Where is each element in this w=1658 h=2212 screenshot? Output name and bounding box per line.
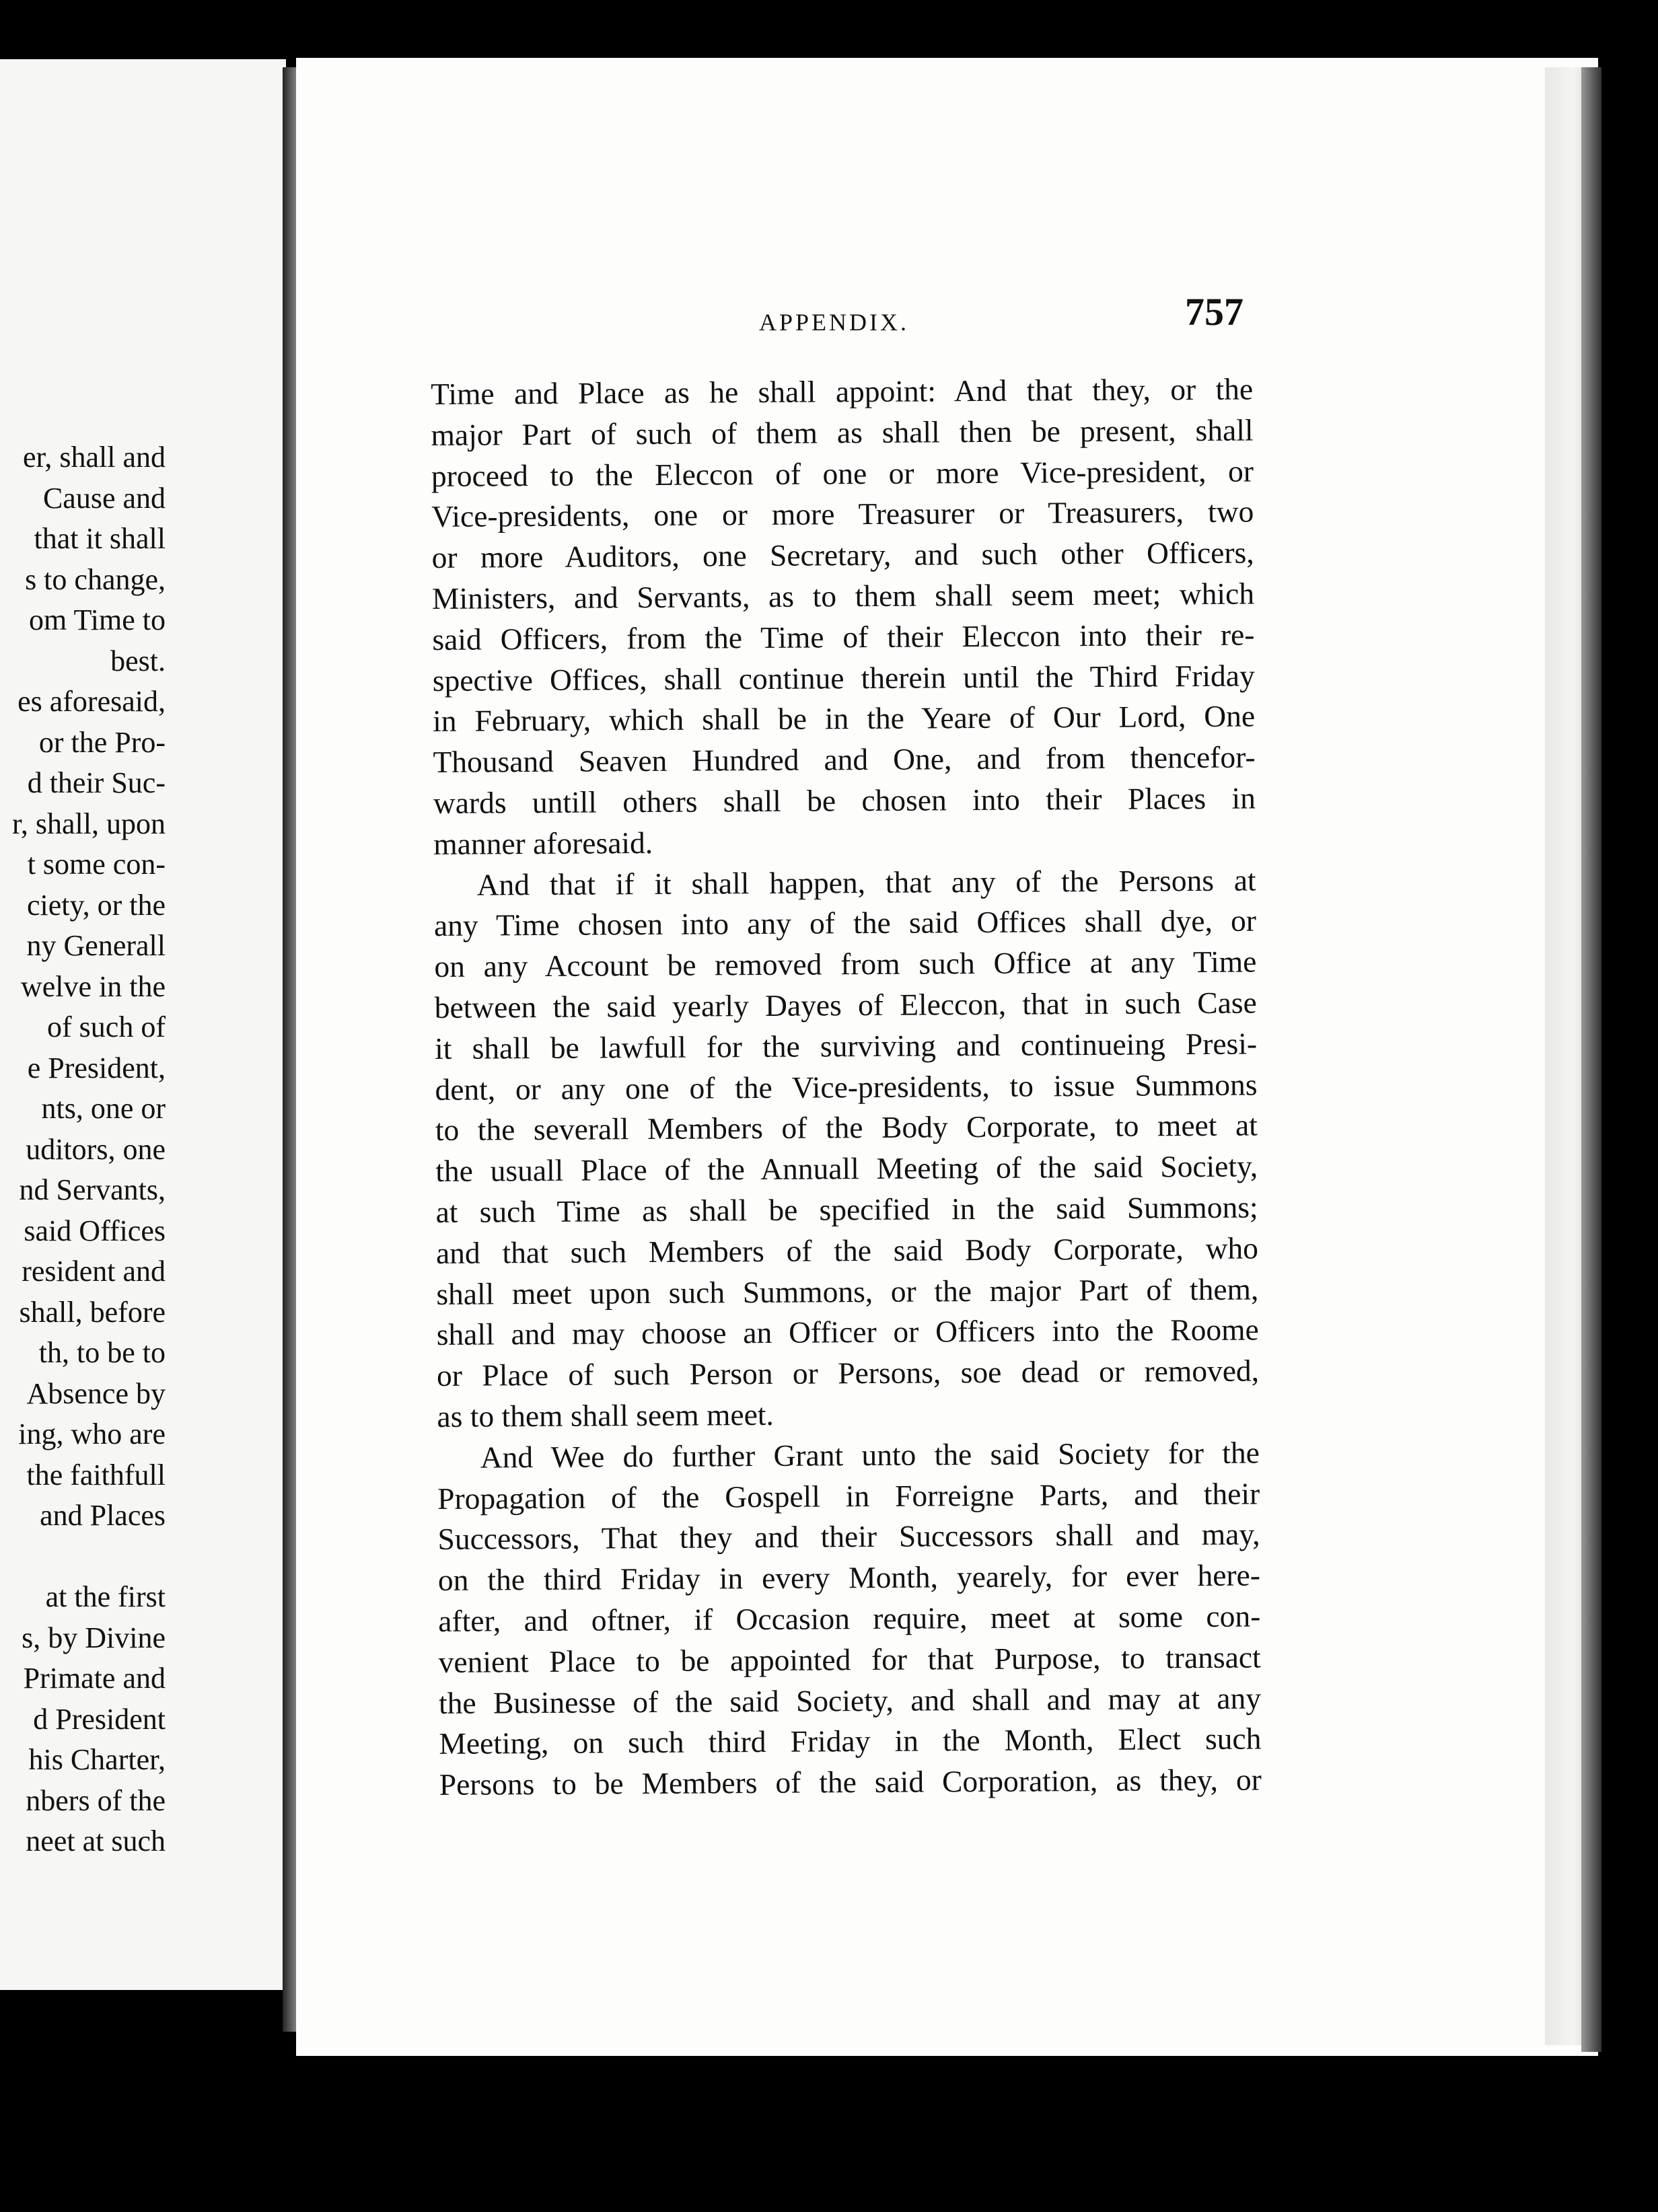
left-page-line: shall, before [19, 1295, 166, 1329]
text-line: shall meet upon such Summons, or the major Part of them, [436, 1271, 1259, 1311]
left-page-line: Absence by [26, 1376, 166, 1410]
paragraph [437, 1432, 1262, 1806]
left-page-line: and Places [40, 1499, 166, 1532]
text-line: And that if it shall happen, that any of the Persons at [476, 862, 1256, 902]
left-page-line: r, shall, upon [12, 807, 166, 840]
left-page-line: s to change, [25, 562, 166, 596]
left-page-line: that it shall [34, 522, 166, 555]
left-page-line: Cause and [42, 481, 166, 515]
text-line: dent, or any one of the Vice-presidents, to issue Summons [435, 1067, 1258, 1107]
text-line: Ministers, and Servants, as to them shall seem meet; which [431, 576, 1255, 616]
left-page-line: nd Servants, [19, 1173, 166, 1206]
text-line: Time and Place as he shall appoint: And that they, or the [431, 371, 1254, 411]
text-line: Thousand Seaven Hundred and One, and from thencefor- [433, 739, 1256, 780]
left-page-line: d their Suc- [27, 766, 166, 799]
left-page-line: th, to be to [38, 1336, 166, 1369]
body-text [431, 369, 1262, 1806]
page-shadow [1581, 67, 1601, 2052]
text-line: after, and oftner, if Occasion require, meet at some con- [438, 1598, 1261, 1638]
text-line: And Wee do further Grant unto the said Society for the [480, 1435, 1260, 1475]
text-line: on any Account be removed from such Office at any Time [434, 944, 1257, 984]
left-page-line: ciety, or the [26, 888, 166, 922]
left-page-line: ny Generall [26, 929, 166, 962]
left-page-line: ing, who are [18, 1417, 166, 1450]
text-line: the Businesse of the said Society, and shall and may at any [438, 1680, 1262, 1720]
text-line: spective Offices, shall continue therein until the Third Friday [432, 658, 1255, 698]
text-line: major Part of such of them as shall then be present, shall [431, 412, 1254, 452]
text-line: or more Auditors, one Secretary, and such other Officers, [431, 535, 1254, 575]
running-head: APPENDIX. [759, 309, 910, 336]
text-line: said Officers, from the Time of their Eleccon into their re- [432, 617, 1255, 657]
text-line: it shall be lawfull for the surviving and continueing Presi- [434, 1026, 1258, 1066]
text-line: to the severall Members of the Body Corporate, to meet at [435, 1107, 1258, 1148]
left-page-line: e President, [27, 1051, 166, 1084]
text-line: manner aforesaid. [433, 825, 653, 861]
text-line: any Time chosen into any of the said Offices shall dye, or [433, 903, 1257, 943]
text-line: on the third Friday in every Month, yearely, for ever here- [437, 1557, 1261, 1598]
left-page-line: om Time to [29, 603, 166, 636]
left-page-line: said Offices [24, 1214, 166, 1247]
left-page-text [0, 437, 166, 1862]
left-page-line: or the Pro- [38, 725, 166, 759]
left-page-line: welve in the [20, 969, 166, 1003]
text-line: or Place of such Person or Persons, soe dead or removed, [436, 1353, 1260, 1393]
text-line: between the said yearly Dayes of Eleccon, that in such Case [434, 985, 1257, 1025]
left-page-line: his Charter, [28, 1743, 166, 1776]
left-page-line: nts, one or [41, 1092, 166, 1125]
page-number: 757 [1185, 290, 1244, 334]
text-line: Vice-presidents, one or more Treasurer or Treasurers, two [431, 494, 1254, 534]
text-line: proceed to the Eleccon of one or more Vice-president, or [431, 453, 1254, 493]
left-page-line: nbers of the [26, 1783, 166, 1817]
left-facing-page [0, 59, 286, 1990]
left-page-line: the faithfull [26, 1458, 166, 1491]
left-page-line: at the first [45, 1580, 166, 1613]
text-line: Propagation of the Gospell in Forreigne Parts, and their [437, 1476, 1260, 1516]
left-page-line: es aforesaid, [17, 685, 166, 718]
paragraph [431, 369, 1256, 865]
paragraph [433, 860, 1259, 1438]
text-line: wards untill others shall be chosen into their Places in [433, 780, 1256, 820]
text-line: Persons to be Members of the said Corporation, as they, or [439, 1762, 1262, 1802]
text-line: Successors, That they and their Successors shall and may, [437, 1516, 1260, 1557]
left-page-line: of such of [47, 1010, 166, 1043]
left-page-blank-line [0, 1537, 166, 1578]
text-line: as to them shall seem meet. [437, 1397, 774, 1434]
text-line: at such Time as shall be specified in the said Summons; [435, 1189, 1258, 1229]
text-line: Meeting, on such third Friday in the Month, Elect such [439, 1721, 1262, 1761]
left-page-line: uditors, one [26, 1132, 166, 1166]
text-line: the usuall Place of the Annuall Meeting of the said Society, [435, 1148, 1258, 1189]
text-line: in February, which shall be in the Yeare of Our Lord, One [432, 698, 1256, 739]
left-page-line: s, by Divine [22, 1621, 166, 1654]
left-page-line: t some con- [27, 848, 166, 881]
left-page-line: resident and [22, 1255, 166, 1288]
left-page-line: Primate and [23, 1662, 166, 1695]
left-page-line: er, shall and [22, 441, 166, 474]
left-page-line: neet at such [26, 1824, 166, 1857]
page-header [759, 289, 1244, 350]
left-page-line: best. [110, 644, 166, 677]
text-line: and that such Members of the said Body Corporate, who [435, 1230, 1259, 1270]
text-line: shall and may choose an Officer or Officers into the Roome [436, 1312, 1259, 1352]
text-line: venient Place to be appointed for that Purpose, to transact [438, 1639, 1261, 1679]
left-page-line: d President [33, 1702, 166, 1736]
